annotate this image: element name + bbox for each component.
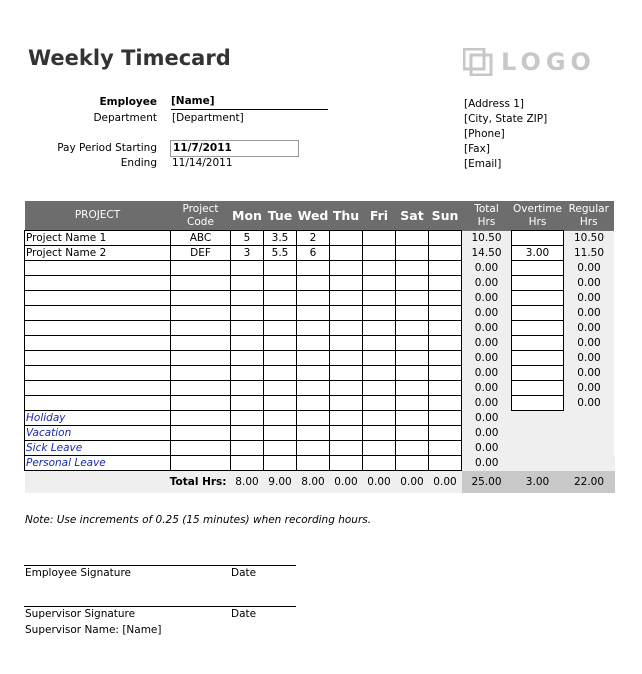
hours-wed-cell[interactable] <box>297 396 330 411</box>
supervisor-date-label: Date <box>231 608 257 620</box>
hours-fri-cell[interactable] <box>363 426 396 441</box>
row-total-hrs: 0.00 <box>462 426 512 441</box>
table-row <box>25 246 615 261</box>
supervisor-name <box>25 624 161 636</box>
supervisor-signature-label: Supervisor Signature <box>25 608 136 620</box>
hours-fri-cell[interactable] <box>363 396 396 411</box>
project-name-cell[interactable] <box>25 336 171 351</box>
row-total-hrs: 0.00 <box>462 411 512 426</box>
pay-period-label: Pay Period Starting <box>57 142 157 154</box>
row-overtime-hrs[interactable] <box>512 306 564 321</box>
hours-tue-cell[interactable] <box>264 336 297 351</box>
total-thu: 0.00 <box>330 471 363 494</box>
hours-wed-cell[interactable] <box>297 276 330 291</box>
row-overtime-hrs <box>512 441 564 456</box>
row-overtime-hrs[interactable] <box>512 261 564 276</box>
row-regular-hrs <box>564 426 615 441</box>
hours-tue-cell[interactable] <box>264 321 297 336</box>
project-code-cell[interactable] <box>171 321 231 336</box>
department-label: Department <box>93 112 157 124</box>
row-regular-hrs: 0.00 <box>564 261 615 276</box>
hours-thu-cell[interactable] <box>330 306 363 321</box>
row-total-hrs: 0.00 <box>462 366 512 381</box>
employee-name-field[interactable]: [Name] <box>171 95 328 110</box>
col-header-regular: Regular Hrs <box>564 201 615 231</box>
hours-mon-cell[interactable]: 5 <box>231 231 264 246</box>
hours-thu-cell[interactable] <box>330 441 363 456</box>
project-name-cell[interactable] <box>25 306 171 321</box>
leave-row <box>25 441 615 456</box>
hours-thu-cell[interactable] <box>330 411 363 426</box>
hours-wed-cell[interactable] <box>297 411 330 426</box>
hours-sat-cell[interactable] <box>396 411 429 426</box>
hours-mon-cell[interactable] <box>231 351 264 366</box>
hours-sun-cell[interactable] <box>429 411 462 426</box>
project-code-cell[interactable] <box>171 276 231 291</box>
hours-tue-cell[interactable] <box>264 276 297 291</box>
row-overtime-hrs[interactable]: 3.00 <box>512 246 564 261</box>
hours-sat-cell[interactable] <box>396 291 429 306</box>
hours-sun-cell[interactable] <box>429 396 462 411</box>
hours-mon-cell[interactable] <box>231 276 264 291</box>
col-header-overtime: Overtime Hrs <box>512 201 564 231</box>
table-row <box>25 231 615 246</box>
total-wed: 8.00 <box>297 471 330 494</box>
row-overtime-hrs[interactable] <box>512 351 564 366</box>
project-name-cell[interactable]: Vacation <box>25 426 171 441</box>
table-row <box>25 396 615 411</box>
table-row <box>25 291 615 306</box>
hours-tue-cell[interactable] <box>264 381 297 396</box>
hours-fri-cell[interactable] <box>363 441 396 456</box>
row-overtime-hrs[interactable] <box>512 276 564 291</box>
col-header-sun: Sun <box>429 201 462 231</box>
row-regular-hrs: 0.00 <box>564 351 615 366</box>
hours-thu-cell[interactable] <box>330 456 363 471</box>
hours-mon-cell[interactable] <box>231 321 264 336</box>
row-total-hrs: 0.00 <box>462 396 512 411</box>
hours-mon-cell[interactable] <box>231 366 264 381</box>
hours-thu-cell[interactable] <box>330 276 363 291</box>
hours-tue-cell[interactable] <box>264 426 297 441</box>
project-code-cell[interactable] <box>171 456 231 471</box>
project-code-cell[interactable] <box>171 351 231 366</box>
hours-sat-cell[interactable] <box>396 246 429 261</box>
employee-label: Employee <box>99 96 157 108</box>
project-code-cell[interactable] <box>171 441 231 456</box>
hours-wed-cell[interactable] <box>297 441 330 456</box>
project-name-cell[interactable] <box>25 261 171 276</box>
col-header-fri: Fri <box>363 201 396 231</box>
total-tue: 9.00 <box>264 471 297 494</box>
hours-wed-cell[interactable] <box>297 321 330 336</box>
row-total-hrs: 0.00 <box>462 306 512 321</box>
row-total-hrs: 0.00 <box>462 441 512 456</box>
row-overtime-hrs[interactable] <box>512 381 564 396</box>
project-code-cell[interactable] <box>171 291 231 306</box>
hours-wed-cell[interactable]: 6 <box>297 246 330 261</box>
hours-tue-cell[interactable] <box>264 456 297 471</box>
row-regular-hrs: 0.00 <box>564 291 615 306</box>
row-overtime-hrs[interactable] <box>512 231 564 246</box>
total-sat: 0.00 <box>396 471 429 494</box>
project-name-cell[interactable] <box>25 291 171 306</box>
col-header-wed: Wed <box>297 201 330 231</box>
company-address <box>464 97 547 172</box>
hours-thu-cell[interactable] <box>330 381 363 396</box>
hours-tue-cell[interactable] <box>264 411 297 426</box>
table-row <box>25 336 615 351</box>
row-regular-hrs: 0.00 <box>564 381 615 396</box>
hours-tue-cell[interactable] <box>264 396 297 411</box>
row-overtime-hrs[interactable] <box>512 396 564 411</box>
totals-row <box>25 471 615 494</box>
hours-tue-cell[interactable] <box>264 306 297 321</box>
hours-sun-cell[interactable] <box>429 291 462 306</box>
row-overtime-hrs <box>512 411 564 426</box>
hours-wed-cell[interactable] <box>297 351 330 366</box>
hours-fri-cell[interactable] <box>363 261 396 276</box>
hours-sat-cell[interactable] <box>396 261 429 276</box>
col-header-total: Total Hrs <box>462 201 512 231</box>
hours-sun-cell[interactable] <box>429 306 462 321</box>
hours-sat-cell[interactable] <box>396 441 429 456</box>
project-code-cell[interactable] <box>171 261 231 276</box>
hours-wed-cell[interactable] <box>297 291 330 306</box>
project-name-cell[interactable] <box>25 366 171 381</box>
leave-row <box>25 411 615 426</box>
page-title: Weekly Timecard <box>28 46 231 70</box>
hours-fri-cell[interactable] <box>363 276 396 291</box>
hours-fri-cell[interactable] <box>363 291 396 306</box>
project-name-cell[interactable]: Holiday <box>25 411 171 426</box>
row-overtime-hrs <box>512 456 564 471</box>
project-name-cell[interactable]: Project Name 2 <box>25 246 171 261</box>
hours-fri-cell[interactable] <box>363 381 396 396</box>
project-code-cell[interactable]: DEF <box>171 246 231 261</box>
row-overtime-hrs[interactable] <box>512 336 564 351</box>
hours-mon-cell[interactable] <box>231 291 264 306</box>
ending-label: Ending <box>120 157 157 169</box>
hours-sun-cell[interactable] <box>429 351 462 366</box>
project-code-cell[interactable] <box>171 411 231 426</box>
row-regular-hrs: 10.50 <box>564 231 615 246</box>
hours-thu-cell[interactable] <box>330 351 363 366</box>
row-total-hrs: 0.00 <box>462 291 512 306</box>
hours-sat-cell[interactable] <box>396 351 429 366</box>
hours-thu-cell[interactable] <box>330 246 363 261</box>
hours-sun-cell[interactable] <box>429 276 462 291</box>
project-code-cell[interactable]: ABC <box>171 231 231 246</box>
employee-signature-label: Employee Signature <box>25 567 131 579</box>
row-total-hrs: 0.00 <box>462 351 512 366</box>
project-name-cell[interactable] <box>25 321 171 336</box>
department-field[interactable]: [Department] <box>172 112 244 124</box>
hours-fri-cell[interactable] <box>363 456 396 471</box>
hours-wed-cell[interactable] <box>297 381 330 396</box>
table-header-row <box>25 201 615 231</box>
row-total-hrs: 0.00 <box>462 276 512 291</box>
project-name-cell[interactable] <box>25 381 171 396</box>
hours-sun-cell[interactable] <box>429 336 462 351</box>
hours-mon-cell[interactable] <box>231 306 264 321</box>
project-code-cell[interactable] <box>171 381 231 396</box>
hours-sun-cell[interactable] <box>429 366 462 381</box>
leave-row <box>25 456 615 471</box>
project-name-cell[interactable]: Personal Leave <box>25 456 171 471</box>
table-row <box>25 321 615 336</box>
row-regular-hrs: 0.00 <box>564 366 615 381</box>
project-name-cell[interactable]: Project Name 1 <box>25 231 171 246</box>
hours-thu-cell[interactable] <box>330 366 363 381</box>
address-fax: [Fax] <box>464 143 490 155</box>
hours-mon-cell[interactable] <box>231 336 264 351</box>
supervisor-name-label: Supervisor Name: <box>25 624 119 636</box>
hours-sun-cell[interactable] <box>429 381 462 396</box>
hours-mon-cell[interactable]: 3 <box>231 246 264 261</box>
row-overtime-hrs <box>512 426 564 441</box>
address-email: [Email] <box>464 158 502 170</box>
row-overtime-hrs[interactable] <box>512 321 564 336</box>
hours-sat-cell[interactable] <box>396 366 429 381</box>
row-regular-hrs: 0.00 <box>564 276 615 291</box>
col-header-code: Project Code <box>171 201 231 231</box>
project-name-cell[interactable] <box>25 276 171 291</box>
project-name-cell[interactable] <box>25 396 171 411</box>
row-total-hrs: 14.50 <box>462 246 512 261</box>
col-header-sat: Sat <box>396 201 429 231</box>
row-regular-hrs <box>564 411 615 426</box>
hours-mon-cell[interactable] <box>231 411 264 426</box>
hours-thu-cell[interactable] <box>330 336 363 351</box>
supervisor-name-field[interactable]: [Name] <box>122 624 162 636</box>
project-code-cell[interactable] <box>171 306 231 321</box>
hours-thu-cell[interactable] <box>330 396 363 411</box>
row-total-hrs: 0.00 <box>462 456 512 471</box>
hours-mon-cell[interactable] <box>231 441 264 456</box>
hours-thu-cell[interactable] <box>330 231 363 246</box>
hours-mon-cell[interactable] <box>231 426 264 441</box>
row-overtime-hrs[interactable] <box>512 291 564 306</box>
hours-tue-cell[interactable]: 3.5 <box>264 231 297 246</box>
table-row <box>25 381 615 396</box>
address-city-state-zip: [City, State ZIP] <box>464 113 548 125</box>
project-name-cell[interactable]: Sick Leave <box>25 441 171 456</box>
hours-sat-cell[interactable] <box>396 396 429 411</box>
row-regular-hrs: 11.50 <box>564 246 615 261</box>
ending-date: 11/14/2011 <box>172 157 233 169</box>
row-total-hrs: 0.00 <box>462 336 512 351</box>
employee-date-label: Date <box>231 567 257 579</box>
hours-fri-cell[interactable] <box>363 336 396 351</box>
hours-fri-cell[interactable] <box>363 321 396 336</box>
totals-label: Total Hrs: <box>25 471 231 494</box>
hours-sat-cell[interactable] <box>396 336 429 351</box>
row-total-hrs: 10.50 <box>462 231 512 246</box>
project-code-cell[interactable] <box>171 366 231 381</box>
hours-tue-cell[interactable] <box>264 291 297 306</box>
row-regular-hrs: 0.00 <box>564 336 615 351</box>
total-mon: 8.00 <box>231 471 264 494</box>
project-code-cell[interactable] <box>171 426 231 441</box>
hours-sat-cell[interactable] <box>396 321 429 336</box>
hours-thu-cell[interactable] <box>330 426 363 441</box>
address-phone: [Phone] <box>464 128 505 140</box>
hours-fri-cell[interactable] <box>363 231 396 246</box>
col-header-tue: Tue <box>264 201 297 231</box>
row-total-hrs: 0.00 <box>462 381 512 396</box>
employee-signature-line[interactable] <box>24 565 296 566</box>
hours-wed-cell[interactable] <box>297 456 330 471</box>
logo-mark-icon <box>463 48 493 76</box>
hours-sun-cell[interactable] <box>429 456 462 471</box>
hours-wed-cell[interactable] <box>297 306 330 321</box>
hours-thu-cell[interactable] <box>330 321 363 336</box>
table-row <box>25 276 615 291</box>
hours-sun-cell[interactable] <box>429 246 462 261</box>
timecard-table <box>24 201 615 493</box>
hours-sat-cell[interactable] <box>396 276 429 291</box>
hours-thu-cell[interactable] <box>330 261 363 276</box>
col-header-project: PROJECT <box>25 201 171 231</box>
hours-fri-cell[interactable] <box>363 366 396 381</box>
hours-wed-cell[interactable] <box>297 366 330 381</box>
grand-regular-hrs: 22.00 <box>564 471 615 494</box>
hours-sun-cell[interactable] <box>429 441 462 456</box>
hours-mon-cell[interactable] <box>231 456 264 471</box>
row-total-hrs: 0.00 <box>462 321 512 336</box>
hours-tue-cell[interactable] <box>264 261 297 276</box>
col-header-mon: Mon <box>231 201 264 231</box>
table-row <box>25 351 615 366</box>
supervisor-signature-line[interactable] <box>24 606 296 607</box>
grand-overtime-hrs: 3.00 <box>512 471 564 494</box>
row-regular-hrs <box>564 456 615 471</box>
hours-fri-cell[interactable] <box>363 411 396 426</box>
col-header-thu: Thu <box>330 201 363 231</box>
row-total-hrs: 0.00 <box>462 261 512 276</box>
pay-period-start-field[interactable]: 11/7/2011 <box>170 140 299 157</box>
hours-sat-cell[interactable] <box>396 426 429 441</box>
row-regular-hrs: 0.00 <box>564 321 615 336</box>
address-line-1: [Address 1] <box>464 98 525 110</box>
hours-thu-cell[interactable] <box>330 291 363 306</box>
table-row <box>25 261 615 276</box>
hours-wed-cell[interactable] <box>297 261 330 276</box>
project-code-cell[interactable] <box>171 396 231 411</box>
hours-sat-cell[interactable] <box>396 306 429 321</box>
hours-wed-cell[interactable]: 2 <box>297 231 330 246</box>
project-name-cell[interactable] <box>25 351 171 366</box>
hours-wed-cell[interactable] <box>297 426 330 441</box>
leave-row <box>25 426 615 441</box>
logo <box>463 48 596 76</box>
hours-sat-cell[interactable] <box>396 456 429 471</box>
hours-fri-cell[interactable] <box>363 351 396 366</box>
hours-wed-cell[interactable] <box>297 336 330 351</box>
total-fri: 0.00 <box>363 471 396 494</box>
increment-note: Note: Use increments of 0.25 (15 minutes) when recording hours. <box>25 514 372 526</box>
hours-fri-cell[interactable] <box>363 246 396 261</box>
hours-sun-cell[interactable] <box>429 426 462 441</box>
hours-tue-cell[interactable]: 5.5 <box>264 246 297 261</box>
hours-tue-cell[interactable] <box>264 366 297 381</box>
hours-sat-cell[interactable] <box>396 381 429 396</box>
project-code-cell[interactable] <box>171 336 231 351</box>
hours-sun-cell[interactable] <box>429 231 462 246</box>
hours-mon-cell[interactable] <box>231 261 264 276</box>
hours-mon-cell[interactable] <box>231 396 264 411</box>
hours-fri-cell[interactable] <box>363 306 396 321</box>
hours-mon-cell[interactable] <box>231 381 264 396</box>
row-regular-hrs <box>564 441 615 456</box>
hours-sun-cell[interactable] <box>429 321 462 336</box>
grand-total-hrs: 25.00 <box>462 471 512 494</box>
row-overtime-hrs[interactable] <box>512 366 564 381</box>
hours-tue-cell[interactable] <box>264 441 297 456</box>
hours-sat-cell[interactable] <box>396 231 429 246</box>
total-sun: 0.00 <box>429 471 462 494</box>
row-regular-hrs: 0.00 <box>564 306 615 321</box>
row-regular-hrs: 0.00 <box>564 396 615 411</box>
hours-tue-cell[interactable] <box>264 351 297 366</box>
table-row <box>25 366 615 381</box>
hours-sun-cell[interactable] <box>429 261 462 276</box>
table-row <box>25 306 615 321</box>
logo-text: LOGO <box>501 48 596 76</box>
